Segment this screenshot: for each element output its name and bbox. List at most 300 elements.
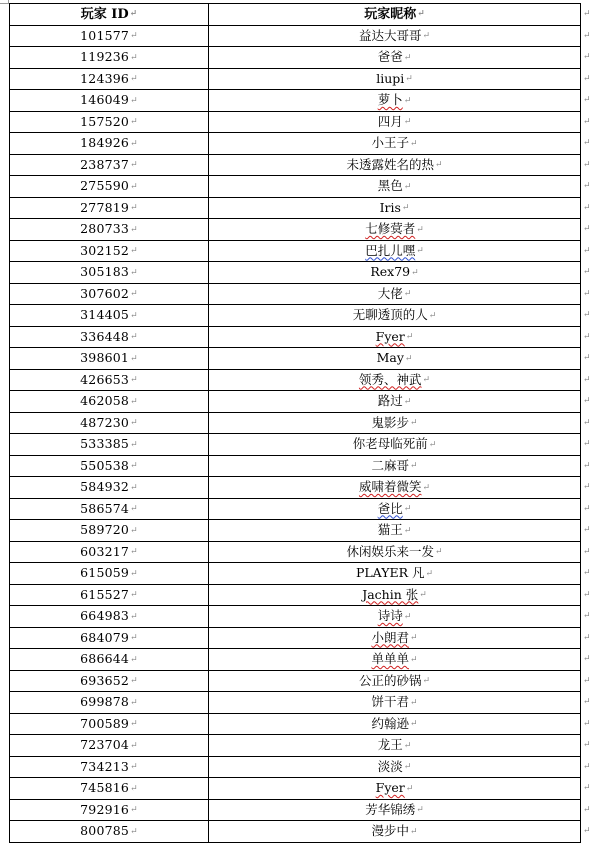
row-end-mark: ↵ [583, 482, 591, 493]
paragraph-mark: ↵ [130, 805, 138, 815]
row-end-mark: ↵ [583, 611, 591, 622]
paragraph-mark: ↵ [130, 482, 138, 493]
paragraph-mark: ↵ [130, 52, 138, 63]
table-row [10, 68, 581, 90]
player-id: 745816 [80, 780, 130, 795]
table-row [10, 348, 581, 370]
player-nickname: 鬼影步 [371, 414, 409, 430]
paragraph-mark: ↵ [403, 289, 412, 299]
table-row [10, 778, 581, 800]
player-id: 586574 [80, 500, 130, 516]
table-row [10, 670, 581, 692]
paragraph-mark: ↵ [130, 396, 138, 407]
player-nickname: 未透露姓名的热 [346, 156, 434, 172]
player-id-cell[interactable] [10, 756, 209, 778]
table-row [10, 326, 581, 348]
paragraph-mark: ↵ [130, 353, 138, 364]
player-id: 426653 [80, 371, 130, 387]
player-nickname: 龙王 [377, 737, 403, 752]
player-nickname: 四月 [377, 113, 403, 129]
paragraph-mark: ↵ [130, 332, 138, 342]
player-id: 302152 [80, 242, 130, 258]
table-row [10, 90, 581, 112]
row-end-mark: ↵ [583, 116, 591, 127]
paragraph-mark: ↵ [403, 611, 412, 622]
paragraph-mark: ↵ [130, 418, 138, 428]
paragraph-mark: ↵ [130, 267, 138, 278]
row-end-mark: ↵ [583, 761, 591, 772]
row-end-mark: ↵ [583, 138, 591, 149]
row-end-mark: ↵ [583, 589, 591, 600]
player-nickname-cell[interactable] [209, 627, 581, 649]
player-nickname: 爸比 [377, 500, 403, 516]
table-row [10, 305, 581, 327]
player-nickname: Iris [379, 199, 401, 215]
player-nickname-cell[interactable] [209, 348, 581, 370]
row-end-mark: ↵ [583, 181, 591, 192]
paragraph-mark: ↵ [130, 181, 138, 192]
paragraph-mark: ↵ [404, 353, 413, 364]
player-nickname-cell[interactable] [209, 735, 581, 757]
player-id-cell[interactable] [10, 369, 209, 391]
player-id-cell[interactable] [10, 799, 209, 821]
paragraph-mark: ↵ [130, 719, 138, 729]
player-id-cell[interactable] [10, 692, 209, 714]
player-id-cell[interactable] [10, 90, 209, 112]
player-id-cell[interactable] [10, 821, 209, 843]
player-nickname-cell[interactable] [209, 240, 581, 262]
player-id-cell[interactable] [10, 670, 209, 692]
paragraph-mark: ↵ [401, 203, 410, 213]
player-id-cell[interactable] [10, 326, 209, 348]
paragraph-mark: ↵ [422, 31, 431, 41]
player-nickname-cell[interactable] [209, 68, 581, 90]
player-nickname-cell[interactable] [209, 584, 581, 606]
player-nickname-cell[interactable] [209, 391, 581, 413]
player-id-cell[interactable] [10, 412, 209, 434]
table-row [10, 369, 581, 391]
row-end-mark: ↵ [583, 654, 591, 665]
player-nickname: 公正的砂锅 [358, 672, 422, 688]
paragraph-mark: ↵ [428, 310, 437, 321]
player-id: 101577 [80, 27, 130, 43]
header-player-nickname[interactable]: 玩家昵称↵ [209, 4, 581, 26]
table-row [10, 541, 581, 563]
player-nickname-cell[interactable] [209, 541, 581, 563]
player-id: 398601 [80, 350, 130, 365]
row-end-mark: ↵ [583, 202, 591, 213]
paragraph-mark: ↵ [416, 246, 424, 256]
row-end-mark: ↵ [583, 353, 591, 364]
player-id: 800785 [80, 823, 130, 838]
player-nickname-cell[interactable] [209, 563, 581, 585]
player-nickname-cell[interactable] [209, 47, 581, 69]
player-id-cell[interactable] [10, 735, 209, 757]
player-id: 723704 [80, 737, 130, 752]
table-row [10, 133, 581, 155]
player-nickname-cell[interactable] [209, 305, 581, 327]
player-id: 615059 [80, 565, 130, 580]
player-id-cell[interactable] [10, 262, 209, 284]
paragraph-mark: ↵ [416, 805, 424, 815]
paragraph-mark: ↵ [130, 95, 138, 106]
player-id: 146049 [80, 92, 130, 107]
paragraph-mark: ↵ [419, 590, 427, 600]
paragraph-mark: ↵ [130, 697, 138, 708]
paragraph-mark: ↵ [411, 267, 419, 278]
table-row [10, 47, 581, 69]
paragraph-mark: ↵ [130, 547, 138, 557]
player-nickname: 单单单 [371, 651, 409, 666]
player-id-cell[interactable] [10, 563, 209, 585]
player-nickname: 领秀、神武 [358, 371, 422, 387]
player-nickname-cell[interactable] [209, 283, 581, 305]
paragraph-mark: ↵ [425, 568, 434, 579]
player-id-cell[interactable] [10, 584, 209, 606]
table-row [10, 735, 581, 757]
player-id-cell[interactable] [10, 606, 209, 628]
table-body [10, 25, 581, 842]
player-nickname: 休闲娱乐来一发 [346, 543, 434, 559]
paragraph-mark: ↵ [403, 52, 412, 63]
player-nickname-cell[interactable] [209, 219, 581, 241]
player-id: 462058 [80, 393, 130, 408]
paragraph-mark: ↵ [130, 74, 138, 84]
paragraph-mark: ↵ [130, 525, 138, 536]
player-nickname: 诗诗 [377, 608, 403, 623]
paragraph-mark: ↵ [403, 762, 412, 772]
row-end-mark: ↵ [583, 546, 591, 557]
player-nickname: 萝卜 [377, 92, 403, 107]
row-end-mark: ↵ [583, 30, 591, 41]
player-id-cell[interactable] [10, 68, 209, 90]
player-nickname: 无聊透顶的人 [352, 307, 428, 322]
table-row [10, 412, 581, 434]
player-id: 307602 [80, 285, 130, 301]
paragraph-mark: ↵ [409, 633, 418, 643]
paragraph-mark: ↵ [130, 461, 138, 471]
player-nickname: liupi [376, 70, 405, 86]
player-nickname-cell[interactable] [209, 197, 581, 219]
player-id: 119236 [80, 49, 130, 64]
table-row [10, 606, 581, 628]
player-id-cell[interactable] [10, 240, 209, 262]
row-end-mark: ↵ [583, 73, 591, 84]
player-id: 700589 [80, 715, 130, 731]
player-id: 664983 [80, 608, 130, 623]
player-nickname: 芳华锦绣 [365, 801, 416, 817]
player-nickname: May [376, 350, 404, 365]
row-end-mark: ↵ [583, 374, 591, 385]
player-nickname-cell[interactable] [209, 498, 581, 520]
table-row [10, 240, 581, 262]
paragraph-mark: ↵ [130, 375, 138, 385]
table-row [10, 111, 581, 133]
paragraph-mark: ↵ [130, 676, 138, 686]
paragraph-mark: ↵ [130, 246, 138, 256]
paragraph-mark: ↵ [130, 117, 138, 127]
table-header-row [10, 4, 581, 26]
player-id-cell[interactable] [10, 133, 209, 155]
player-nickname-cell[interactable] [209, 369, 581, 391]
table-row [10, 176, 581, 198]
table-row [10, 219, 581, 241]
paragraph-mark: ↵ [405, 332, 414, 342]
table-row [10, 584, 581, 606]
paragraph-mark: ↵ [130, 310, 138, 321]
player-id-cell[interactable] [10, 477, 209, 499]
row-end-mark: ↵ [583, 95, 591, 106]
player-nickname: 七修蓂者 [365, 221, 416, 236]
player-id: 550538 [80, 457, 130, 473]
paragraph-mark: ↵ [403, 95, 412, 106]
row-end-mark: ↵ [583, 675, 591, 686]
player-nickname: Fyer [375, 780, 405, 795]
player-id: 533385 [80, 436, 130, 451]
player-id: 734213 [80, 758, 130, 774]
row-end-mark: ↵ [583, 288, 591, 299]
player-nickname-cell[interactable] [209, 133, 581, 155]
paragraph-mark: ↵ [403, 181, 412, 192]
player-nickname: Fyer [375, 328, 405, 344]
player-id: 684079 [80, 629, 130, 645]
player-nickname: 你老母临死前 [352, 436, 428, 451]
table-row [10, 692, 581, 714]
player-id: 699878 [80, 694, 130, 709]
player-id-cell[interactable] [10, 627, 209, 649]
paragraph-mark: ↵ [434, 160, 443, 170]
player-id: 305183 [80, 264, 130, 279]
player-id: 336448 [80, 328, 130, 344]
player-nickname: 大佬 [377, 285, 403, 301]
table-row [10, 756, 581, 778]
player-nickname: 淡淡 [377, 758, 403, 774]
player-nickname: 巴扎儿嘿 [365, 242, 416, 258]
player-id-cell[interactable] [10, 25, 209, 47]
paragraph-mark: ↵ [130, 31, 138, 41]
paragraph-mark: ↵ [409, 418, 418, 428]
paragraph-mark: ↵ [130, 439, 138, 450]
row-end-mark: ↵ [583, 310, 591, 321]
paragraph-mark: ↵ [130, 568, 138, 579]
player-nickname: 黑色 [377, 178, 403, 193]
player-nickname-cell[interactable] [209, 90, 581, 112]
row-end-mark: ↵ [583, 417, 591, 428]
player-nickname: Jachin 张 [362, 586, 419, 602]
player-id-cell[interactable] [10, 649, 209, 671]
row-end-mark: ↵ [583, 568, 591, 579]
player-id: 238737 [80, 156, 130, 172]
row-end-mark: ↵ [583, 525, 591, 536]
player-id-cell[interactable] [10, 541, 209, 563]
player-id-cell[interactable] [10, 283, 209, 305]
player-id-cell[interactable] [10, 498, 209, 520]
paragraph-mark: ↵ [403, 740, 412, 751]
player-nickname: 威啸着微笑 [358, 479, 422, 494]
table-row [10, 283, 581, 305]
row-end-mark: ↵ [583, 439, 591, 450]
table-row [10, 455, 581, 477]
player-id-cell[interactable] [10, 47, 209, 69]
player-nickname-cell[interactable] [209, 520, 581, 542]
table-row [10, 197, 581, 219]
player-id: 487230 [80, 414, 130, 430]
player-nickname: 饼干君 [371, 694, 409, 709]
row-end-mark: ↵ [583, 9, 591, 20]
paragraph-mark: ↵ [409, 826, 418, 837]
paragraph-mark: ↵ [422, 676, 431, 686]
player-nickname-cell[interactable] [209, 821, 581, 843]
row-end-mark: ↵ [583, 783, 591, 794]
player-id: 686644 [80, 651, 130, 666]
table-row [10, 649, 581, 671]
table-row [10, 821, 581, 843]
row-end-mark: ↵ [583, 503, 591, 514]
paragraph-mark: ↵ [405, 783, 414, 794]
row-end-mark: ↵ [583, 245, 591, 256]
player-nickname: 路过 [377, 393, 403, 408]
player-id: 615527 [80, 586, 130, 602]
player-id: 275590 [80, 178, 130, 193]
table-row [10, 799, 581, 821]
paragraph-mark: ↵ [130, 504, 138, 514]
table-row [10, 434, 581, 456]
row-end-mark: ↵ [583, 331, 591, 342]
player-id: 314405 [80, 307, 130, 322]
row-end-mark: ↵ [583, 52, 591, 63]
player-id-cell[interactable] [10, 176, 209, 198]
row-end-mark: ↵ [583, 460, 591, 471]
paragraph-mark: ↵ [130, 762, 138, 772]
paragraph-mark: ↵ [403, 504, 412, 514]
table-row [10, 477, 581, 499]
player-nickname-cell[interactable] [209, 799, 581, 821]
player-nickname: 漫步中 [371, 823, 409, 838]
player-id-cell[interactable] [10, 778, 209, 800]
paragraph-mark: ↵ [130, 590, 138, 600]
player-nickname-cell[interactable] [209, 434, 581, 456]
player-nickname-cell[interactable] [209, 176, 581, 198]
player-id-cell[interactable] [10, 520, 209, 542]
paragraph-mark: ↵ [409, 654, 418, 665]
paragraph-mark: ↵ [405, 74, 413, 84]
row-end-mark: ↵ [583, 267, 591, 278]
table-row [10, 391, 581, 413]
player-nickname-cell[interactable] [209, 713, 581, 735]
paragraph-mark: ↵ [130, 160, 138, 170]
player-nickname: 爸爸 [377, 49, 403, 64]
player-nickname: 小王子 [371, 135, 409, 150]
paragraph-mark: ↵ [130, 783, 138, 794]
player-id-cell[interactable] [10, 305, 209, 327]
player-id: 584932 [80, 479, 130, 494]
paragraph-mark: ↵ [130, 654, 138, 665]
paragraph-mark: ↵ [434, 547, 443, 557]
table-row [10, 25, 581, 47]
paragraph-mark: ↵ [409, 719, 418, 729]
paragraph-mark: ↵ [130, 203, 138, 213]
player-nickname-cell[interactable] [209, 25, 581, 47]
player-id-cell[interactable] [10, 713, 209, 735]
player-id-cell[interactable] [10, 434, 209, 456]
player-nickname-cell[interactable] [209, 778, 581, 800]
player-nickname-cell[interactable] [209, 412, 581, 434]
player-nickname-cell[interactable] [209, 477, 581, 499]
player-nickname: PLAYER 凡 [355, 565, 425, 580]
player-id: 124396 [80, 70, 130, 86]
player-id: 157520 [80, 113, 130, 129]
player-nickname-cell[interactable] [209, 606, 581, 628]
table-row [10, 498, 581, 520]
player-id: 184926 [80, 135, 130, 150]
player-id-cell[interactable] [10, 197, 209, 219]
table-row [10, 563, 581, 585]
player-id-cell[interactable] [10, 154, 209, 176]
paragraph-mark: ↵ [130, 224, 138, 235]
row-end-mark: ↵ [583, 826, 591, 837]
player-nickname-cell[interactable] [209, 756, 581, 778]
row-end-mark: ↵ [583, 718, 591, 729]
paragraph-mark: ↵ [130, 289, 138, 299]
player-nickname: 小朗君 [371, 629, 409, 645]
paragraph-mark: ↵ [403, 525, 412, 536]
paragraph-mark: ↵ [403, 117, 412, 127]
row-end-mark: ↵ [583, 632, 591, 643]
player-nickname: 二麻哥 [371, 457, 409, 473]
table-row [10, 713, 581, 735]
paragraph-mark: ↵ [409, 138, 418, 149]
player-nickname: 益达大哥哥 [358, 27, 422, 43]
table-row [10, 520, 581, 542]
paragraph-mark: ↵ [422, 375, 431, 385]
player-id: 280733 [80, 221, 130, 236]
paragraph-mark: ↵ [409, 461, 418, 471]
player-nickname-cell[interactable] [209, 111, 581, 133]
paragraph-mark: ↵ [416, 224, 424, 235]
row-end-mark: ↵ [583, 224, 591, 235]
row-end-mark: ↵ [583, 396, 591, 407]
player-table [9, 3, 581, 843]
table-row [10, 154, 581, 176]
player-id-cell[interactable] [10, 111, 209, 133]
player-nickname-cell[interactable] [209, 670, 581, 692]
player-nickname-cell[interactable] [209, 154, 581, 176]
player-id-cell[interactable] [10, 391, 209, 413]
row-end-mark: ↵ [583, 804, 591, 815]
player-id-cell[interactable] [10, 219, 209, 241]
player-nickname: 猫王 [377, 522, 403, 537]
player-nickname-cell[interactable] [209, 326, 581, 348]
paragraph-mark: ↵ [130, 740, 138, 751]
paragraph-mark: ↵ [422, 482, 431, 493]
player-nickname: Rex79 [370, 264, 411, 279]
player-id-cell[interactable] [10, 348, 209, 370]
player-id: 693652 [80, 672, 130, 688]
player-id-cell[interactable] [10, 455, 209, 477]
paragraph-mark: ↵ [130, 826, 138, 837]
table-row [10, 262, 581, 284]
player-nickname-cell[interactable] [209, 262, 581, 284]
player-nickname-cell[interactable] [209, 649, 581, 671]
table-row [10, 627, 581, 649]
paragraph-mark: ↵ [403, 396, 412, 407]
header-player-id[interactable]: 玩家 ID↵ [10, 4, 209, 26]
row-end-mark: ↵ [583, 159, 591, 170]
paragraph-mark: ↵ [130, 611, 138, 622]
player-nickname-cell[interactable] [209, 455, 581, 477]
player-nickname-cell[interactable] [209, 692, 581, 714]
row-end-mark: ↵ [583, 697, 591, 708]
